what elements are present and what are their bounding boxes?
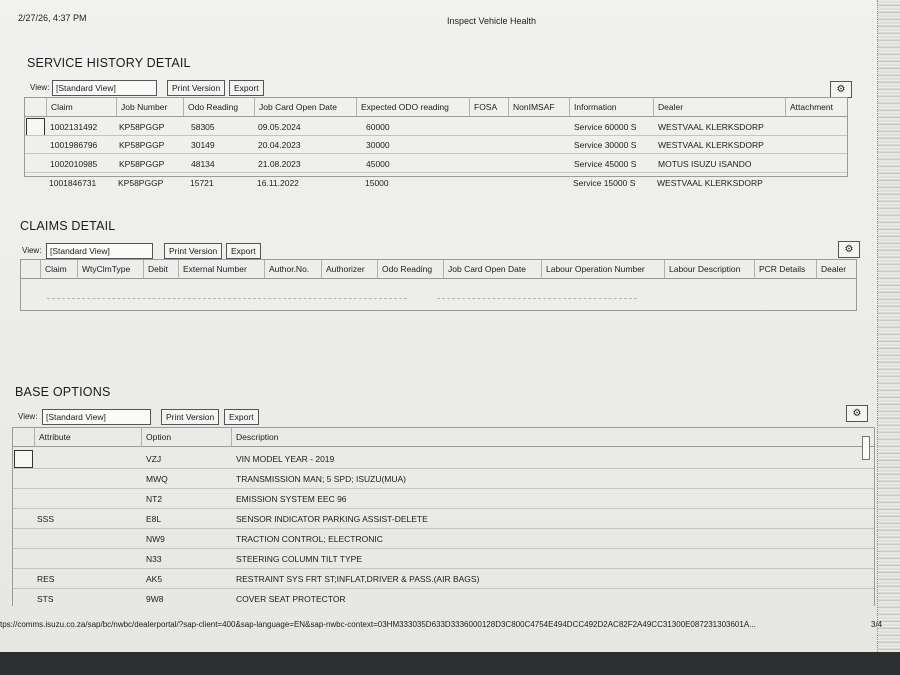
empty-row-line <box>437 298 637 299</box>
claims-settings-icon[interactable]: ⚙ <box>838 241 860 258</box>
table-cell-description: COVER SEAT PROTECTOR <box>236 594 346 604</box>
col-odo-reading: Odo Reading <box>378 260 444 278</box>
col-job-number: Job Number <box>117 98 184 116</box>
col-attachment: Attachment <box>790 102 833 112</box>
table-cell-option: NW9 <box>146 534 165 544</box>
table-cell-dealer: WESTVAAL KLERKSDORP <box>658 140 764 150</box>
col-wty-clm-type: WtyClmType <box>78 260 144 278</box>
base-options-print-button[interactable]: Print Version <box>161 409 219 425</box>
col-debit: Debit <box>144 260 179 278</box>
table-cell-option: AK5 <box>146 574 163 584</box>
base-options-settings-icon[interactable]: ⚙ <box>846 405 868 422</box>
table-cell-dealer: WESTVAAL KLERKSDORP <box>658 122 764 132</box>
col-job-card-open-date: Job Card Open Date <box>255 98 357 116</box>
claims-header-row <box>21 260 856 279</box>
row-divider <box>25 135 847 136</box>
table-cell-description: TRANSMISSION MAN; 5 SPD; ISUZU(MUA) <box>236 474 407 484</box>
table-cell-description: EMISSION SYSTEM EEC 96 <box>236 494 347 504</box>
table-cell-job-number: KP58PGGP <box>118 178 164 188</box>
table-cell-claim: 1001846731 <box>49 178 97 188</box>
table-cell-option: E8L <box>146 514 162 524</box>
service-history-view-select[interactable]: [Standard View] <box>52 80 157 96</box>
table-cell-description: SENSOR INDICATOR PARKING ASSIST-DELETE <box>236 514 428 524</box>
table-cell-job-number: KP58PGGP <box>119 122 165 132</box>
col-authorizer: Authorizer <box>322 260 378 278</box>
row-divider <box>13 588 874 589</box>
base-options-export-button[interactable]: Export <box>224 409 259 425</box>
base-options-title: BASE OPTIONS <box>15 385 111 399</box>
service-history-title: SERVICE HISTORY DETAIL <box>27 56 191 70</box>
table-cell-expected-odo: 30000 <box>366 140 390 150</box>
table-cell-odo: 15721 <box>190 178 214 188</box>
empty-row-line <box>47 298 407 299</box>
base-options-view-label: View: <box>18 412 38 421</box>
header-select-col <box>25 98 47 116</box>
table-cell-dealer: WESTVAAL KLERKSDORP <box>657 178 763 188</box>
table-cell-claim: 1002131492 <box>50 122 98 132</box>
table-cell-date: 09.05.2024 <box>258 122 301 132</box>
row-divider <box>13 528 874 529</box>
table-cell-job-number: KP58PGGP <box>119 159 165 169</box>
table-cell-description: VIN MODEL YEAR - 2019 <box>236 454 335 464</box>
table-cell-date: 16.11.2022 <box>257 178 299 188</box>
header-select-col <box>13 428 35 446</box>
row-divider <box>25 153 847 154</box>
table-cell-odo: 58305 <box>191 122 215 132</box>
table-cell-information: Service 15000 S <box>573 178 636 188</box>
table-cell-information: Service 60000 S <box>574 122 637 132</box>
table-cell-claim: 1001986796 <box>50 140 98 150</box>
base-options-table <box>12 427 875 606</box>
col-author-no: Author.No. <box>265 260 322 278</box>
service-history-view-label: View: <box>30 83 50 92</box>
table-cell-information: Service 30000 S <box>574 140 637 150</box>
table-cell-option: N33 <box>146 554 162 564</box>
row-select-checkbox[interactable] <box>26 118 45 136</box>
table-cell-date: 20.04.2023 <box>258 140 301 150</box>
row-divider <box>13 568 874 569</box>
table-cell-option: NT2 <box>146 494 163 504</box>
service-history-print-button[interactable]: Print Version <box>167 80 225 96</box>
page-number: 3/4 <box>871 620 883 629</box>
col-description: Description <box>236 432 279 442</box>
row-select-checkbox[interactable] <box>14 450 33 468</box>
torn-paper-edge <box>877 0 900 660</box>
table-cell-information: Service 45000 S <box>574 159 637 169</box>
col-claim: Claim <box>41 260 78 278</box>
table-cell-option: MWQ <box>146 474 168 484</box>
col-dealer: Dealer <box>654 98 786 116</box>
table-cell-date: 21.08.2023 <box>258 159 301 169</box>
table-cell-description: TRACTION CONTROL; ELECTRONIC <box>236 534 383 544</box>
claims-detail-title: CLAIMS DETAIL <box>20 219 116 233</box>
col-fosa: FOSA <box>470 98 509 116</box>
table-cell-attribute: SSS <box>37 514 55 524</box>
row-divider <box>13 468 874 469</box>
claims-view-select[interactable]: [Standard View] <box>46 243 153 259</box>
row-divider <box>25 172 847 173</box>
row-divider <box>13 488 874 489</box>
row-divider <box>13 548 874 549</box>
col-expected-odo: Expected ODO reading <box>357 98 470 116</box>
vertical-scrollbar[interactable] <box>862 436 870 460</box>
table-cell-claim: 1002010985 <box>50 159 98 169</box>
footer-url: tps://comms.isuzu.co.za/sap/bc/nwbc/dealerportal/?sap-client=400&sap-language=EN&sap-nwbc-context=03HM333035D633D3336000128D3C800C4754E494DCC492D2AC82F2A49CC31300E087231303601A... <box>0 620 756 629</box>
col-attribute: Attribute <box>35 428 142 446</box>
base-options-header-row <box>13 428 874 447</box>
col-job-card-open-date: Job Card Open Date <box>444 260 542 278</box>
service-history-table <box>24 97 848 177</box>
service-history-export-button[interactable]: Export <box>229 80 264 96</box>
col-claim: Claim <box>47 98 117 116</box>
desk-background <box>0 652 900 675</box>
table-cell-option: VZJ <box>146 454 162 464</box>
page-title: Inspect Vehicle Health <box>447 16 537 26</box>
table-cell-description: STEERING COLUMN TILT TYPE <box>236 554 362 564</box>
table-cell-option: 9W8 <box>146 594 164 604</box>
table-cell-attribute: STS <box>37 594 54 604</box>
header-select-col <box>21 260 41 278</box>
col-option: Option <box>142 428 232 446</box>
base-options-view-select[interactable]: [Standard View] <box>42 409 151 425</box>
col-odo-reading: Odo Reading <box>184 98 255 116</box>
claims-table <box>20 259 857 311</box>
claims-print-button[interactable]: Print Version <box>164 243 222 259</box>
col-labour-operation-number: Labour Operation Number <box>542 260 665 278</box>
col-pcr-details: PCR Details <box>755 260 817 278</box>
col-information: Information <box>570 98 654 116</box>
service-history-header-row <box>25 98 847 117</box>
table-cell-attribute: RES <box>37 574 55 584</box>
table-cell-odo: 48134 <box>191 159 215 169</box>
table-cell-description: RESTRAINT SYS FRT ST;INFLAT,DRIVER & PASS.(AIR BAGS) <box>236 574 480 584</box>
table-cell-expected-odo: 60000 <box>366 122 390 132</box>
table-cell-odo: 30149 <box>191 140 215 150</box>
col-dealer: Dealer <box>821 264 847 274</box>
table-cell-expected-odo: 45000 <box>366 159 390 169</box>
col-external-number: External Number <box>179 260 265 278</box>
claims-view-label: View: <box>22 246 42 255</box>
service-history-settings-icon[interactable]: ⚙ <box>830 81 852 98</box>
table-cell-dealer: MOTUS ISUZU ISANDO <box>658 159 752 169</box>
claims-export-button[interactable]: Export <box>226 243 261 259</box>
table-cell-job-number: KP58PGGP <box>119 140 165 150</box>
print-datetime: 2/27/26, 4:37 PM <box>18 13 87 23</box>
col-labour-description: Labour Description <box>665 260 755 278</box>
col-nonimsaf: NonIMSAF <box>509 98 570 116</box>
row-divider <box>13 508 874 509</box>
table-cell-expected-odo: 15000 <box>365 178 389 188</box>
